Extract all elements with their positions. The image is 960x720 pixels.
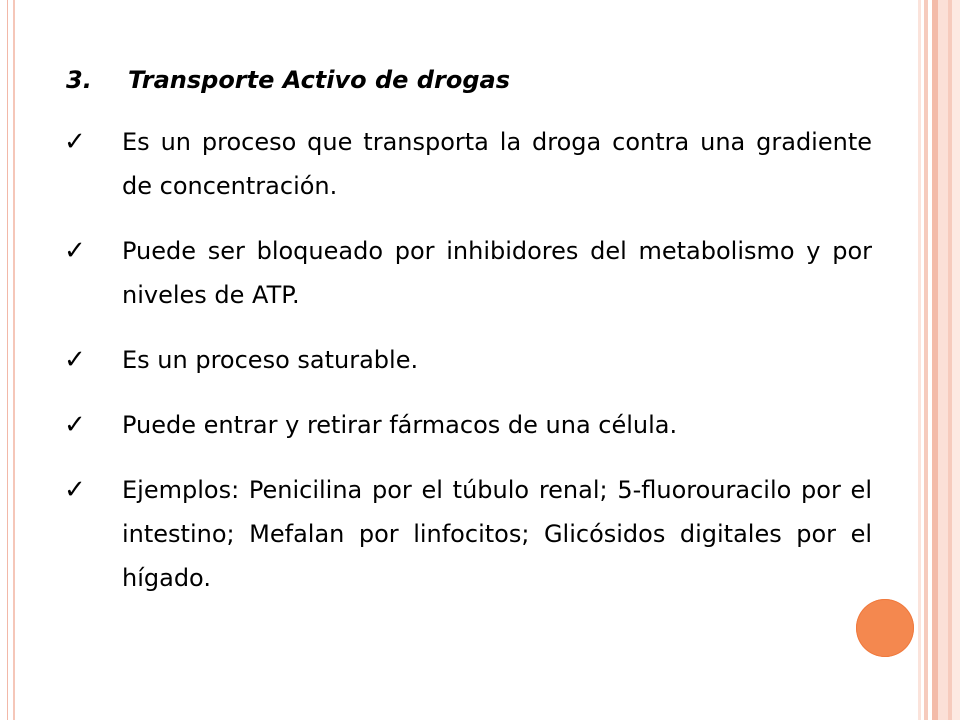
bullet-text: Es un proceso saturable. (122, 346, 419, 374)
bullet-text: Puede ser bloqueado por inhibidores del metabolismo y por niveles de ATP. (122, 237, 872, 309)
bullet-item (60, 468, 872, 600)
bullet-text: Ejemplos: Penicilina por el túbulo renal; 5-fluorouracilo por el intestino; Mefalan por linfocitos; Glicósidos digitales por el hígado. (122, 476, 872, 592)
check-mark-icon: ✓ (64, 410, 86, 440)
check-mark-icon: ✓ (64, 475, 86, 505)
check-mark-icon: ✓ (64, 345, 86, 375)
check-mark-icon: ✓ (64, 127, 86, 157)
bullet-text: Puede entrar y retirar fármacos de una célula. (122, 411, 678, 439)
bullet-text: Es un proceso que transporta la droga contra una gradiente de concentración. (122, 128, 872, 200)
left-border-line (13, 0, 15, 720)
bullet-item (60, 338, 872, 382)
bullet-list (60, 120, 872, 621)
bullet-item (60, 229, 872, 317)
bullet-item (60, 403, 872, 447)
check-mark-icon: ✓ (64, 236, 86, 266)
heading-number: 3. (66, 66, 92, 94)
left-border-line (7, 0, 8, 720)
right-decorative-stripe (918, 0, 960, 720)
slide-heading (66, 66, 510, 94)
bullet-item (60, 120, 872, 208)
heading-text: Transporte Activo de drogas (128, 66, 510, 94)
